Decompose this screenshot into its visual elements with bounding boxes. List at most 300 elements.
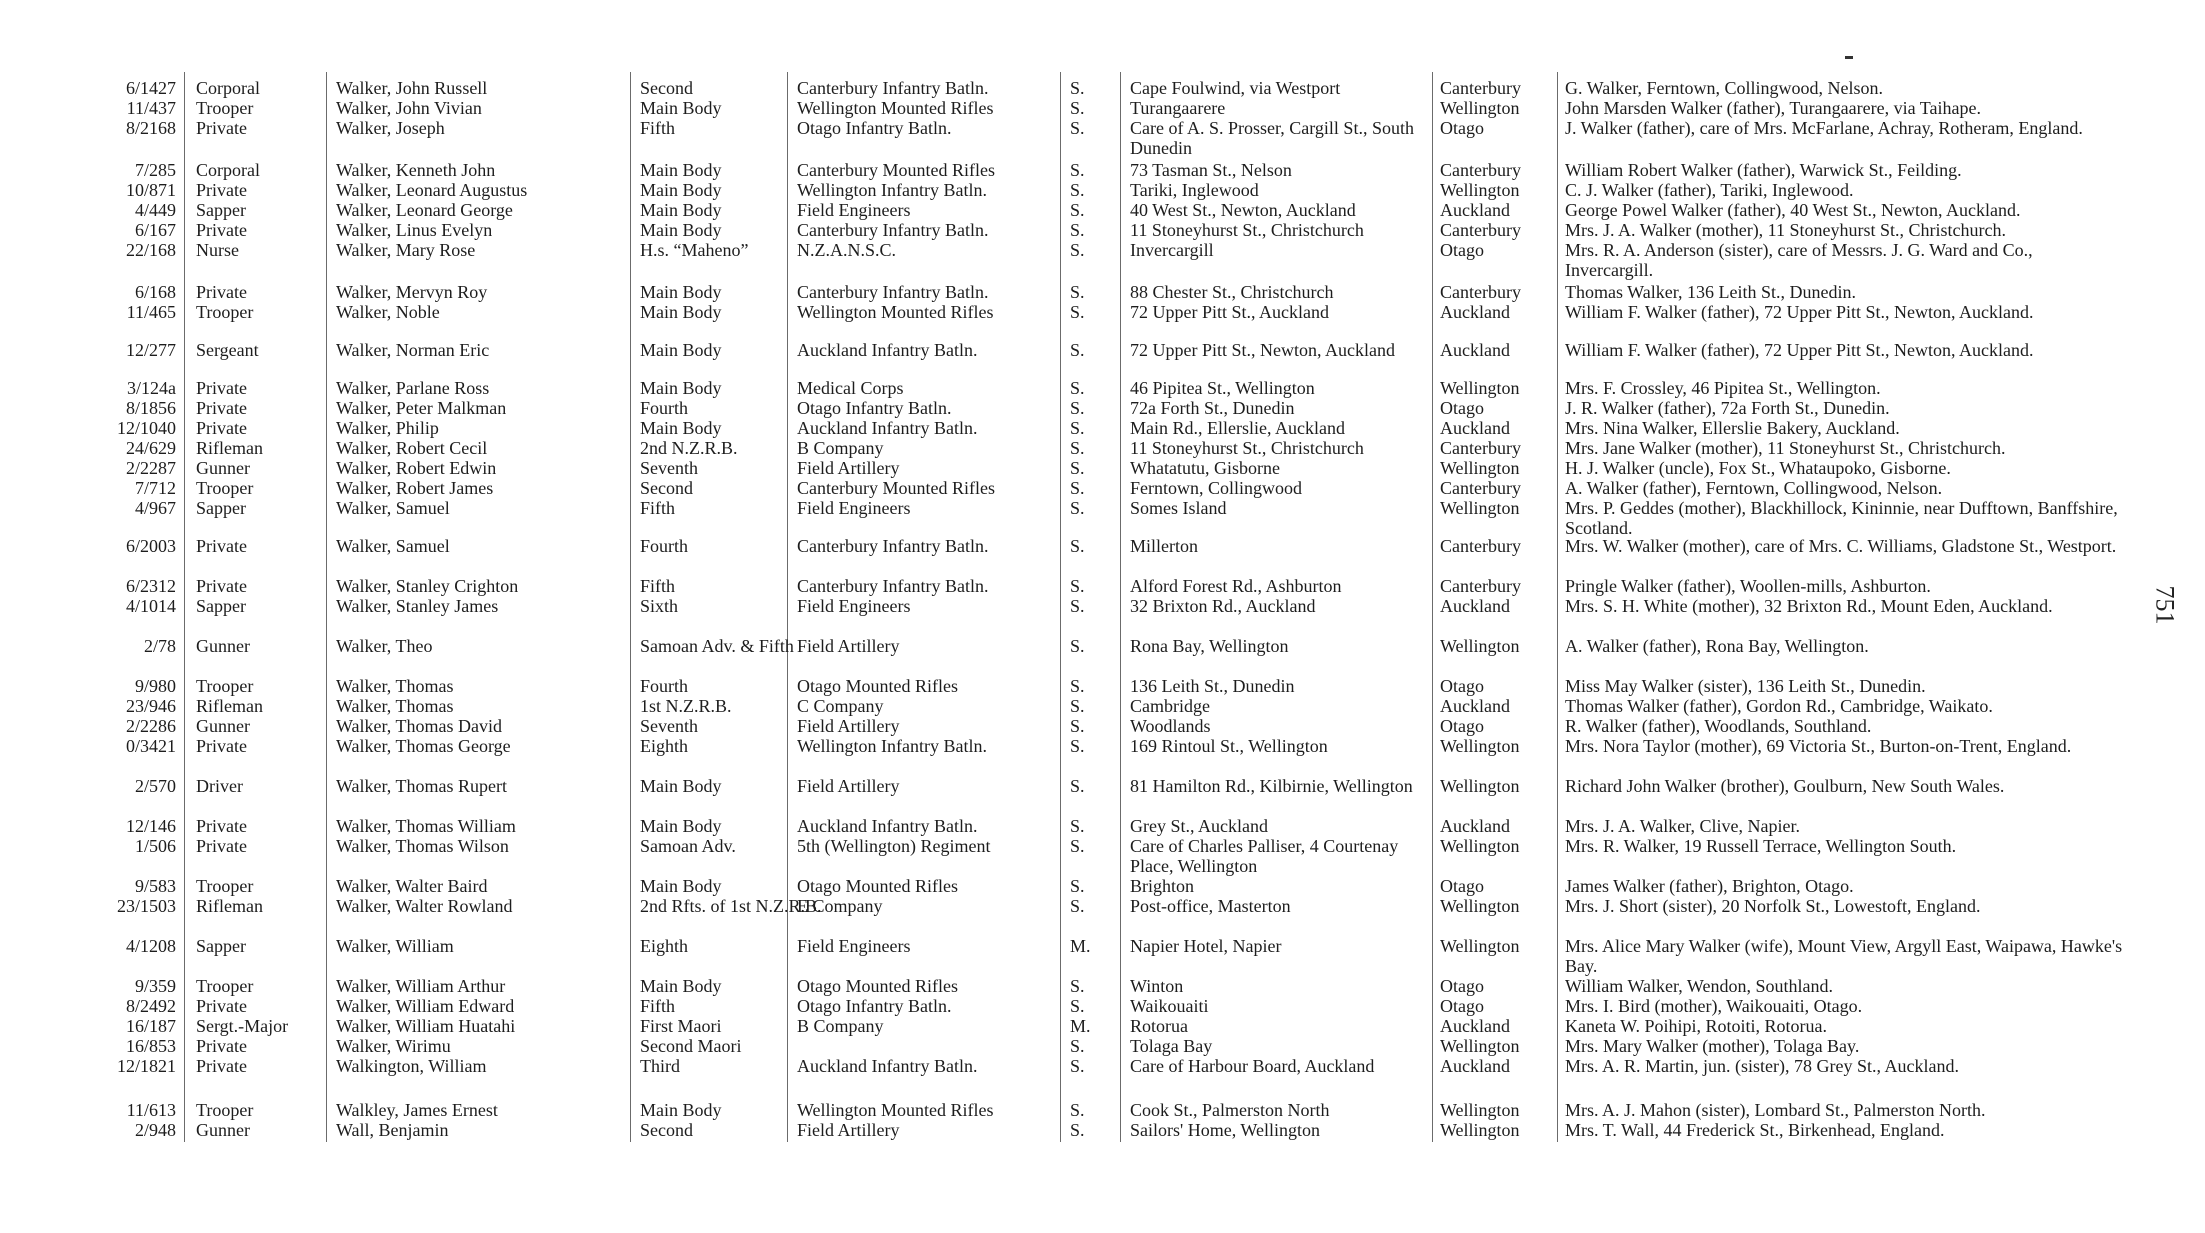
table-row: [0, 118, 2205, 158]
next-of-kin: Mrs. Alice Mary Walker (wife), Mount View, Argyll East, Waipawa, Hawke's Bay.: [1565, 936, 2123, 976]
rank: Nurse: [196, 240, 239, 260]
draft-unit: Main Body: [640, 1100, 722, 1120]
regimental-number: 4/1208: [125, 936, 176, 956]
regimental-number: 3/124a: [127, 378, 176, 398]
corps: Canterbury Infantry Batln.: [797, 220, 989, 240]
district: Auckland: [1440, 1056, 1510, 1076]
next-of-kin: G. Walker, Ferntown, Collingwood, Nelson.: [1565, 78, 1883, 98]
last-address: Sailors' Home, Wellington: [1130, 1120, 1320, 1140]
district: Auckland: [1440, 596, 1510, 616]
rank: Private: [196, 378, 247, 398]
marital-status: S.: [1070, 816, 1085, 836]
district: Canterbury: [1440, 576, 1521, 596]
district: Wellington: [1440, 636, 1520, 656]
marital-status: S.: [1070, 220, 1085, 240]
draft-unit: Fourth: [640, 536, 689, 556]
district: Wellington: [1440, 1120, 1520, 1140]
draft-unit: Main Body: [640, 418, 722, 438]
next-of-kin: William Robert Walker (father), Warwick St., Feilding.: [1565, 160, 1962, 180]
soldier-name: Walker, John Vivian: [336, 98, 482, 118]
rank: Private: [196, 1056, 247, 1076]
rank: Gunner: [196, 458, 250, 478]
next-of-kin: H. J. Walker (uncle), Fox St., Whataupoko, Gisborne.: [1565, 458, 1951, 478]
regimental-number: 4/1014: [125, 596, 176, 616]
marital-status: M.: [1070, 936, 1091, 956]
marital-status: S.: [1070, 398, 1085, 418]
soldier-name: Walker, Thomas David: [336, 716, 502, 736]
last-address: 81 Hamilton Rd., Kilbirnie, Wellington: [1130, 776, 1413, 796]
last-address: Napier Hotel, Napier: [1130, 936, 1282, 956]
soldier-name: Walker, Thomas: [336, 676, 454, 696]
corps: Canterbury Infantry Batln.: [797, 78, 989, 98]
rank: Trooper: [196, 876, 254, 896]
marital-status: S.: [1070, 976, 1085, 996]
rank: Private: [196, 220, 247, 240]
next-of-kin: J. R. Walker (father), 72a Forth St., Dunedin.: [1565, 398, 1890, 418]
next-of-kin: Thomas Walker, 136 Leith St., Dunedin.: [1565, 282, 1856, 302]
rank: Gunner: [196, 1120, 250, 1140]
regimental-number: 6/168: [134, 282, 176, 302]
district: Otago: [1440, 876, 1484, 896]
regimental-number: 11/613: [126, 1100, 176, 1120]
next-of-kin: Mrs. R. Walker, 19 Russell Terrace, Wellington South.: [1565, 836, 1957, 856]
next-of-kin: Mrs. R. A. Anderson (sister), care of Messrs. J. G. Ward and Co., Invercargill.: [1565, 240, 2033, 280]
marital-status: S.: [1070, 118, 1085, 138]
district: Canterbury: [1440, 78, 1521, 98]
corps: C Company: [797, 696, 884, 716]
rank: Private: [196, 1036, 247, 1056]
next-of-kin: George Powel Walker (father), 40 West St., Newton, Auckland.: [1565, 200, 2021, 220]
district: Canterbury: [1440, 438, 1521, 458]
last-address: 11 Stoneyhurst St., Christchurch: [1130, 438, 1364, 458]
next-of-kin: Mrs. T. Wall, 44 Frederick St., Birkenhead, England.: [1565, 1120, 1945, 1140]
soldier-name: Walker, Robert Cecil: [336, 438, 488, 458]
table-row: [0, 776, 2205, 816]
marital-status: S.: [1070, 696, 1085, 716]
table-row: [0, 536, 2205, 576]
regimental-number: 23/1503: [116, 896, 176, 916]
last-address: Alford Forest Rd., Ashburton: [1130, 576, 1342, 596]
soldier-name: Walker, Stanley Crighton: [336, 576, 519, 596]
rank: Private: [196, 736, 247, 756]
marital-status: M.: [1070, 1016, 1091, 1036]
marital-status: S.: [1070, 676, 1085, 696]
corps: Field Engineers: [797, 498, 911, 518]
rank: Corporal: [196, 78, 260, 98]
rank: Trooper: [196, 676, 254, 696]
last-address: 73 Tasman St., Nelson: [1130, 160, 1292, 180]
corps: Field Artillery: [797, 716, 900, 736]
last-address: Tariki, Inglewood: [1130, 180, 1259, 200]
last-address: Millerton: [1130, 536, 1198, 556]
table-row: [0, 1056, 2205, 1096]
corps: Field Engineers: [797, 200, 911, 220]
next-of-kin: Mrs. A. J. Mahon (sister), Lombard St., Palmerston North.: [1565, 1100, 1986, 1120]
district: Otago: [1440, 240, 1484, 260]
draft-unit: Fifth: [640, 498, 676, 518]
marital-status: S.: [1070, 438, 1085, 458]
draft-unit: 2nd Rfts. of 1st N.Z.R.B.: [640, 896, 822, 916]
district: Wellington: [1440, 498, 1520, 518]
draft-unit: Main Body: [640, 200, 722, 220]
marital-status: S.: [1070, 282, 1085, 302]
draft-unit: Second: [640, 1120, 693, 1140]
draft-unit: 2nd N.Z.R.B.: [640, 438, 738, 458]
last-address: Rotorua: [1130, 1016, 1188, 1036]
soldier-name: Walker, Wirimu: [336, 1036, 451, 1056]
district: Wellington: [1440, 936, 1520, 956]
soldier-name: Walker, Thomas William: [336, 816, 516, 836]
district: Otago: [1440, 398, 1484, 418]
draft-unit: Eighth: [640, 736, 688, 756]
draft-unit: Main Body: [640, 976, 722, 996]
draft-unit: Seventh: [640, 458, 698, 478]
rank: Rifleman: [196, 696, 263, 716]
next-of-kin: John Marsden Walker (father), Turangaarere, via Taihape.: [1565, 98, 1981, 118]
last-address: Care of Harbour Board, Auckland: [1130, 1056, 1375, 1076]
regimental-number: 12/146: [125, 816, 176, 836]
marital-status: S.: [1070, 1120, 1085, 1140]
soldier-name: Walker, Walter Rowland: [336, 896, 513, 916]
last-address: 32 Brixton Rd., Auckland: [1130, 596, 1316, 616]
draft-unit: Main Body: [640, 160, 722, 180]
draft-unit: Fourth: [640, 676, 689, 696]
table-row: [0, 596, 2205, 636]
draft-unit: Main Body: [640, 378, 722, 398]
last-address: Cook St., Palmerston North: [1130, 1100, 1330, 1120]
district: Auckland: [1440, 418, 1510, 438]
district: Canterbury: [1440, 282, 1521, 302]
next-of-kin: Mrs. F. Crossley, 46 Pipitea St., Wellington.: [1565, 378, 1881, 398]
corps: Otago Infantry Batln.: [797, 118, 952, 138]
soldier-name: Walker, Robert James: [336, 478, 494, 498]
table-row: [0, 340, 2205, 380]
corps: N.Z.A.N.S.C.: [797, 240, 897, 260]
corps: 5th (Wellington) Regiment: [797, 836, 991, 856]
draft-unit: Main Body: [640, 816, 722, 836]
soldier-name: Walker, Robert Edwin: [336, 458, 497, 478]
next-of-kin: Mrs. Mary Walker (mother), Tolaga Bay.: [1565, 1036, 1860, 1056]
corps: Otago Infantry Batln.: [797, 398, 952, 418]
last-address: Woodlands: [1130, 716, 1211, 736]
next-of-kin: Thomas Walker (father), Gordon Rd., Cambridge, Waikato.: [1565, 696, 1993, 716]
marital-status: S.: [1070, 240, 1085, 260]
soldier-name: Walker, Samuel: [336, 498, 450, 518]
soldier-name: Walker, Theo: [336, 636, 433, 656]
district: Wellington: [1440, 458, 1520, 478]
soldier-name: Walkley, James Ernest: [336, 1100, 498, 1120]
last-address: 11 Stoneyhurst St., Christchurch: [1130, 220, 1364, 240]
next-of-kin: William Walker, Wendon, Southland.: [1565, 976, 1833, 996]
soldier-name: Walker, Norman Eric: [336, 340, 490, 360]
draft-unit: Sixth: [640, 596, 679, 616]
regimental-number: 11/465: [126, 302, 176, 322]
regimental-number: 16/187: [125, 1016, 176, 1036]
draft-unit: Main Body: [640, 98, 722, 118]
marital-status: S.: [1070, 536, 1085, 556]
regimental-number: 2/570: [134, 776, 176, 796]
corps: Field Artillery: [797, 458, 900, 478]
page-number: 751: [2150, 585, 2180, 625]
rank: Gunner: [196, 716, 250, 736]
regimental-number: 2/948: [134, 1120, 176, 1140]
last-address: 46 Pipitea St., Wellington: [1130, 378, 1315, 398]
rank: Sapper: [196, 200, 246, 220]
district: Canterbury: [1440, 220, 1521, 240]
next-of-kin: Mrs. Nina Walker, Ellerslie Bakery, Auckland.: [1565, 418, 1900, 438]
last-address: Waikouaiti: [1130, 996, 1209, 1016]
draft-unit: Fifth: [640, 996, 676, 1016]
soldier-name: Walker, Walter Baird: [336, 876, 488, 896]
district: Auckland: [1440, 302, 1510, 322]
table-row: [0, 302, 2205, 342]
draft-unit: Samoan Adv. & Fifth: [640, 636, 794, 656]
corps: Otago Infantry Batln.: [797, 996, 952, 1016]
soldier-name: Walker, Thomas Rupert: [336, 776, 507, 796]
last-address: 136 Leith St., Dunedin: [1130, 676, 1295, 696]
district: Auckland: [1440, 1016, 1510, 1036]
regimental-number: 2/2286: [125, 716, 176, 736]
regimental-number: 1/506: [134, 836, 176, 856]
rank: Private: [196, 398, 247, 418]
rank: Trooper: [196, 478, 254, 498]
marital-status: S.: [1070, 776, 1085, 796]
rank: Private: [196, 836, 247, 856]
rank: Private: [196, 118, 247, 138]
rank: Private: [196, 180, 247, 200]
soldier-name: Walker, Leonard Augustus: [336, 180, 528, 200]
draft-unit: Seventh: [640, 716, 698, 736]
corps: Otago Mounted Rifles: [797, 876, 958, 896]
marital-status: S.: [1070, 736, 1085, 756]
soldier-name: Walker, Thomas Wilson: [336, 836, 509, 856]
regimental-number: 10/871: [125, 180, 176, 200]
marital-status: S.: [1070, 596, 1085, 616]
table-row: [0, 896, 2205, 936]
marital-status: S.: [1070, 98, 1085, 118]
last-address: Brighton: [1130, 876, 1195, 896]
regimental-number: 4/449: [134, 200, 176, 220]
corps: Medical Corps: [797, 378, 904, 398]
district: Wellington: [1440, 1100, 1520, 1120]
next-of-kin: Mrs. I. Bird (mother), Waikouaiti, Otago.: [1565, 996, 1863, 1016]
district: Otago: [1440, 996, 1484, 1016]
table-row: [0, 736, 2205, 776]
district: Auckland: [1440, 816, 1510, 836]
draft-unit: Eighth: [640, 936, 688, 956]
draft-unit: Second: [640, 478, 693, 498]
next-of-kin: Mrs. J. A. Walker, Clive, Napier.: [1565, 816, 1800, 836]
regimental-number: 7/285: [134, 160, 176, 180]
last-address: Somes Island: [1130, 498, 1227, 518]
regimental-number: 22/168: [125, 240, 176, 260]
next-of-kin: Mrs. A. R. Martin, jun. (sister), 78 Grey St., Auckland.: [1565, 1056, 1959, 1076]
last-address: Main Rd., Ellerslie, Auckland: [1130, 418, 1345, 438]
draft-unit: Fifth: [640, 576, 676, 596]
regimental-number: 6/2003: [125, 536, 176, 556]
rank: Private: [196, 418, 247, 438]
district: Canterbury: [1440, 160, 1521, 180]
draft-unit: Second Maori: [640, 1036, 742, 1056]
soldier-name: Walker, Thomas George: [336, 736, 511, 756]
table-row: [0, 936, 2205, 976]
corps: Wellington Infantry Batln.: [797, 180, 988, 200]
corps: Field Artillery: [797, 776, 900, 796]
rank: Private: [196, 282, 247, 302]
district: Auckland: [1440, 200, 1510, 220]
next-of-kin: Mrs. S. H. White (mother), 32 Brixton Rd., Mount Eden, Auckland.: [1565, 596, 2053, 616]
soldier-name: Walker, Peter Malkman: [336, 398, 507, 418]
last-address: 72 Upper Pitt St., Newton, Auckland: [1130, 340, 1395, 360]
regimental-number: 6/167: [134, 220, 176, 240]
next-of-kin: Mrs. J. A. Walker (mother), 11 Stoneyhurst St., Christchurch.: [1565, 220, 2007, 240]
district: Auckland: [1440, 696, 1510, 716]
draft-unit: Main Body: [640, 282, 722, 302]
soldier-name: Walker, Philip: [336, 418, 439, 438]
marital-status: S.: [1070, 1100, 1085, 1120]
last-address: 72 Upper Pitt St., Auckland: [1130, 302, 1329, 322]
soldier-name: Wall, Benjamin: [336, 1120, 449, 1140]
ink-mark: [1845, 56, 1853, 59]
draft-unit: Main Body: [640, 340, 722, 360]
next-of-kin: Mrs. W. Walker (mother), care of Mrs. C. Williams, Gladstone St., Westport.: [1565, 536, 2117, 556]
next-of-kin: Kaneta W. Poihipi, Rotoiti, Rotorua.: [1565, 1016, 1827, 1036]
last-address: Invercargill: [1130, 240, 1214, 260]
soldier-name: Walker, Thomas: [336, 696, 454, 716]
marital-status: S.: [1070, 340, 1085, 360]
regimental-number: 6/1427: [125, 78, 176, 98]
next-of-kin: Miss May Walker (sister), 136 Leith St., Dunedin.: [1565, 676, 1926, 696]
marital-status: S.: [1070, 78, 1085, 98]
corps: Auckland Infantry Batln.: [797, 340, 978, 360]
draft-unit: 1st N.Z.R.B.: [640, 696, 732, 716]
soldier-name: Walker, William Edward: [336, 996, 515, 1016]
regimental-number: 2/78: [143, 636, 176, 656]
marital-status: S.: [1070, 200, 1085, 220]
draft-unit: Main Body: [640, 180, 722, 200]
corps: E Company: [797, 896, 883, 916]
marital-status: S.: [1070, 1036, 1085, 1056]
last-address: Cape Foulwind, via Westport: [1130, 78, 1341, 98]
rank: Driver: [196, 776, 243, 796]
regimental-number: 23/946: [125, 696, 176, 716]
rank: Private: [196, 816, 247, 836]
draft-unit: Second: [640, 78, 693, 98]
rank: Sergt.-Major: [196, 1016, 289, 1036]
corps: Otago Mounted Rifles: [797, 676, 958, 696]
marital-status: S.: [1070, 302, 1085, 322]
marital-status: S.: [1070, 836, 1085, 856]
district: Canterbury: [1440, 536, 1521, 556]
regimental-number: 0/3421: [125, 736, 176, 756]
table-row: [0, 636, 2205, 676]
corps: B Company: [797, 1016, 884, 1036]
marital-status: S.: [1070, 498, 1085, 518]
next-of-kin: A. Walker (father), Ferntown, Collingwood, Nelson.: [1565, 478, 1943, 498]
marital-status: S.: [1070, 458, 1085, 478]
next-of-kin: C. J. Walker (father), Tariki, Inglewood.: [1565, 180, 1854, 200]
draft-unit: Main Body: [640, 776, 722, 796]
draft-unit: First Maori: [640, 1016, 722, 1036]
rank: Private: [196, 576, 247, 596]
next-of-kin: Mrs. P. Geddes (mother), Blackhillock, Kininnie, near Dufftown, Banffshire, Scotland.: [1565, 498, 2118, 538]
soldier-name: Walker, Stanley James: [336, 596, 499, 616]
regimental-number: 24/629: [125, 438, 176, 458]
corps: Auckland Infantry Batln.: [797, 816, 978, 836]
rank: Sapper: [196, 936, 246, 956]
rank: Private: [196, 996, 247, 1016]
table-row: [0, 1120, 2205, 1160]
marital-status: S.: [1070, 160, 1085, 180]
draft-unit: Main Body: [640, 876, 722, 896]
district: Canterbury: [1440, 478, 1521, 498]
soldier-name: Walker, William: [336, 936, 454, 956]
district: Wellington: [1440, 378, 1520, 398]
corps: B Company: [797, 438, 884, 458]
last-address: Care of Charles Palliser, 4 Courtenay Place, Wellington: [1130, 836, 1399, 876]
next-of-kin: William F. Walker (father), 72 Upper Pitt St., Newton, Auckland.: [1565, 302, 2034, 322]
regimental-number: 8/2492: [125, 996, 176, 1016]
district: Wellington: [1440, 736, 1520, 756]
soldier-name: Walker, William Huatahi: [336, 1016, 516, 1036]
regimental-number: 11/437: [126, 98, 176, 118]
district: Otago: [1440, 716, 1484, 736]
rank: Trooper: [196, 302, 254, 322]
rank: Trooper: [196, 1100, 254, 1120]
district: Wellington: [1440, 98, 1520, 118]
next-of-kin: Richard John Walker (brother), Goulburn, New South Wales.: [1565, 776, 2005, 796]
draft-unit: Main Body: [640, 302, 722, 322]
district: Otago: [1440, 976, 1484, 996]
corps: Auckland Infantry Batln.: [797, 418, 978, 438]
soldier-name: Walker, Kenneth John: [336, 160, 496, 180]
soldier-name: Walker, John Russell: [336, 78, 488, 98]
marital-status: S.: [1070, 180, 1085, 200]
last-address: Cambridge: [1130, 696, 1210, 716]
regimental-number: 9/980: [134, 676, 176, 696]
rank: Private: [196, 536, 247, 556]
draft-unit: Fourth: [640, 398, 689, 418]
regimental-number: 16/853: [125, 1036, 176, 1056]
regimental-number: 8/2168: [125, 118, 176, 138]
soldier-name: Walker, Mervyn Roy: [336, 282, 488, 302]
corps: Canterbury Mounted Rifles: [797, 160, 995, 180]
rank: Sapper: [196, 596, 246, 616]
corps: Canterbury Infantry Batln.: [797, 536, 989, 556]
soldier-name: Walker, Linus Evelyn: [336, 220, 493, 240]
regimental-number: 8/1856: [125, 398, 176, 418]
marital-status: S.: [1070, 1056, 1085, 1076]
corps: Wellington Infantry Batln.: [797, 736, 988, 756]
soldier-name: Walker, Noble: [336, 302, 440, 322]
corps: Field Artillery: [797, 1120, 900, 1140]
last-address: Rona Bay, Wellington: [1130, 636, 1289, 656]
marital-status: S.: [1070, 716, 1085, 736]
corps: Wellington Mounted Rifles: [797, 1100, 994, 1120]
district: Otago: [1440, 676, 1484, 696]
next-of-kin: William F. Walker (father), 72 Upper Pitt St., Newton, Auckland.: [1565, 340, 2034, 360]
corps: Wellington Mounted Rifles: [797, 98, 994, 118]
rank: Rifleman: [196, 896, 263, 916]
rank: Trooper: [196, 98, 254, 118]
district: Wellington: [1440, 180, 1520, 200]
marital-status: S.: [1070, 876, 1085, 896]
district: Wellington: [1440, 776, 1520, 796]
draft-unit: Fifth: [640, 118, 676, 138]
marital-status: S.: [1070, 378, 1085, 398]
corps: Canterbury Infantry Batln.: [797, 576, 989, 596]
rank: Sergeant: [196, 340, 259, 360]
